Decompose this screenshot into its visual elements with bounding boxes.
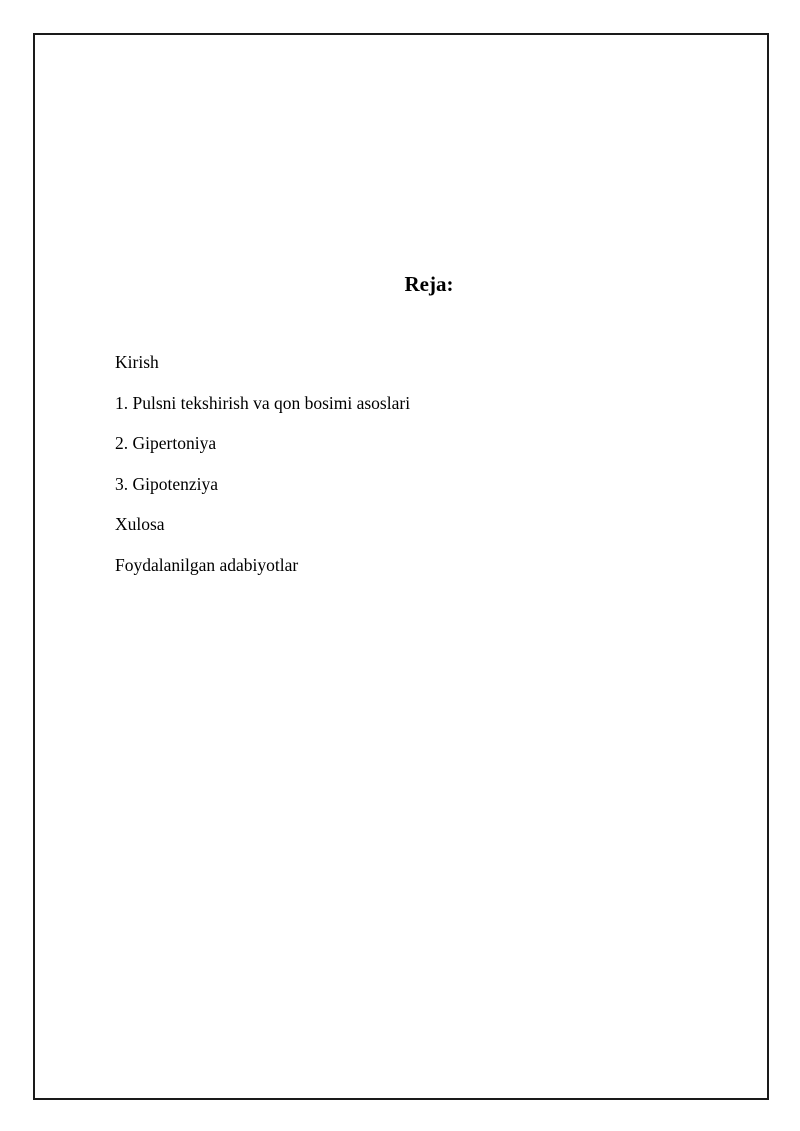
plan-item-references: Foydalanilgan adabiyotlar [115,554,299,575]
plan-item-introduction: Kirish [115,352,159,372]
plan-list [115,348,410,592]
plan-item-conclusion: Xulosa [115,514,165,535]
plan-heading: Reja: [404,272,454,296]
plan-item-2: 2. Gipertoniya [115,433,217,454]
plan-item-1: 1. Pulsni tekshirish va qon bosimi asoslari [115,392,411,413]
plan-item-3: 3. Gipotenziya [115,473,219,494]
